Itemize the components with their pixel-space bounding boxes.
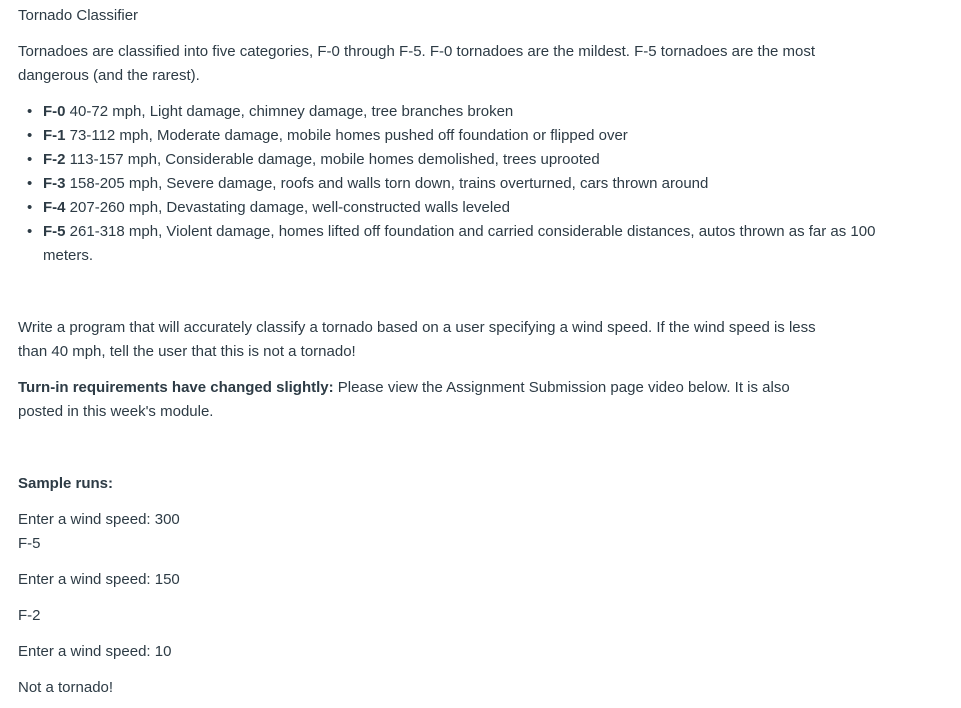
category-code: F-2 [43,151,66,168]
sample-runs-heading: Sample runs: [18,475,114,492]
category-description: 207-260 mph, Devastating damage, well-constructed walls leveled [69,199,510,216]
category-code: F-1 [43,127,66,144]
list-item [43,196,878,220]
sample-run-line: Enter a wind speed: 150 [18,571,180,588]
sample-run-line: F-2 [18,607,41,624]
category-list [18,100,878,268]
category-code: F-3 [43,175,66,192]
list-item [43,172,878,196]
category-code: F-5 [43,223,66,240]
list-item [43,124,878,148]
sample-run-line: Enter a wind speed: 300 [18,511,180,528]
list-item [43,148,878,172]
turnin-label: Turn-in requirements have changed slightly: [18,379,334,396]
task-paragraph: Write a program that will accurately classify a tornado based on a user specifying a wind speed. If the wind speed is less than 40 mph, tell the user that this is not a tornado! [18,319,816,360]
turnin-paragraph [18,376,818,424]
intro-paragraph: Tornadoes are classified into five categories, F-0 through F-5. F-0 tornadoes are the mildest. F-5 tornadoes are the most dangerous (and the rarest). [18,43,816,84]
sample-run-line: Enter a wind speed: 10 [18,643,172,660]
sample-run-line: Not a tornado! [18,679,114,696]
turnin-text: Please view the Assignment Submission page video below. It is also posted in this week's module. [18,379,790,420]
category-code: F-0 [43,103,66,120]
page-title: Tornado Classifier [18,7,139,24]
category-description: 261-318 mph, Violent damage, homes lifted off foundation and carried considerable distances, autos thrown as far as 100 meters. [43,223,876,264]
list-item [43,100,878,124]
category-description: 113-157 mph, Considerable damage, mobile homes demolished, trees uprooted [69,151,600,168]
category-description: 40-72 mph, Light damage, chimney damage, tree branches broken [69,103,514,120]
list-item [43,220,878,268]
category-code: F-4 [43,199,66,216]
category-description: 73-112 mph, Moderate damage, mobile homes pushed off foundation or flipped over [69,127,628,144]
category-description: 158-205 mph, Severe damage, roofs and walls torn down, trains overturned, cars thrown around [69,175,709,192]
sample-run-line: F-5 [18,535,41,552]
